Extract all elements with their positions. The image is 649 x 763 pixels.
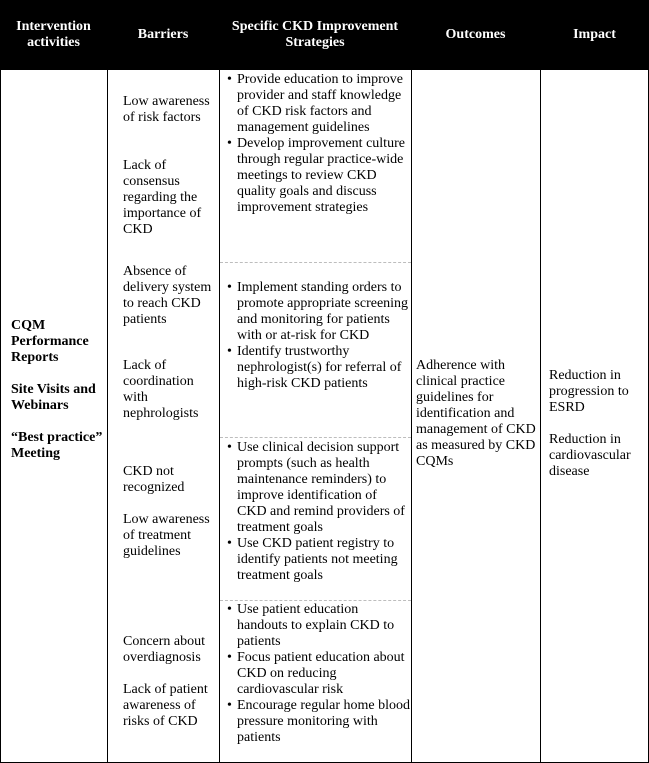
barrier-item: Lack of consensus regarding the importance of CKD (123, 158, 202, 237)
impact-cardiovascular: Reduction in cardiovascular disease (549, 432, 631, 479)
outcome-text: Adherence with clinical practice guidelines for identification and management of CKD as measured by CKD CQMs (416, 358, 536, 469)
intervention-best-practice-meeting: “Best practice” Meeting (11, 430, 103, 461)
barrier-item: Concern about overdiagnosis (123, 634, 206, 665)
strategy-item: • Identify trustworthy nephrologist(s) for referral of high-risk CKD patients (227, 344, 410, 392)
strategy-group-standing-orders (227, 280, 410, 392)
header-outcomes: Outcomes (445, 27, 506, 42)
column-divider-2 (219, 70, 220, 763)
strategy-group-education-culture (227, 72, 410, 216)
column-divider-1 (107, 70, 108, 763)
strategy-separator-1 (220, 262, 411, 263)
strategy-item: • Use patient education handouts to explain CKD to patients (227, 602, 410, 650)
barrier-item: Low awareness of risk factors (123, 94, 210, 125)
barrier-item: CKD not recognized (123, 464, 185, 495)
header-impact: Impact (573, 27, 616, 42)
strategy-group-decision-support (227, 440, 410, 584)
strategy-item: • Use CKD patient registry to identify patients not meeting treatment goals (227, 536, 410, 584)
strategy-group-patient-education (227, 602, 410, 746)
strategy-item: • Implement standing orders to promote appropriate screening and monitoring for patients with or at-risk for CKD (227, 280, 410, 344)
header-strategies: Specific CKD Improvement Strategies (231, 19, 399, 50)
column-divider-3 (411, 70, 412, 763)
strategy-item: • Use clinical decision support prompts (such as health maintenance reminders) to improve identification of CKD and remind providers of treatment goals (227, 440, 410, 536)
intervention-site-visits: Site Visits and Webinars (11, 382, 96, 413)
barrier-item: Low awareness of treatment guidelines (123, 512, 210, 559)
header-intervention-activities: Intervention activities (16, 19, 91, 50)
barrier-item: Absence of delivery system to reach CKD patients (123, 264, 212, 327)
strategy-item: • Develop improvement culture through regular practice-wide meetings to review CKD quality goals and discuss improvement strategies (227, 136, 410, 216)
header-barriers: Barriers (137, 27, 189, 42)
barrier-item: Lack of patient awareness of risks of CKD (123, 682, 208, 729)
strategy-item: • Encourage regular home blood pressure monitoring with patients (227, 698, 410, 746)
column-divider-4 (540, 70, 541, 763)
barrier-item: Lack of coordination with nephrologists (123, 358, 199, 421)
border-left (0, 70, 1, 763)
intervention-cqm-reports: CQM Performance Reports (11, 318, 89, 365)
strategy-separator-3 (220, 600, 411, 601)
strategy-item: • Provide education to improve provider and staff knowledge of CKD risk factors and management guidelines (227, 72, 410, 136)
strategy-item: • Focus patient education about CKD on reducing cardiovascular risk (227, 650, 410, 698)
impact-esrd: Reduction in progression to ESRD (549, 368, 629, 415)
table-header-row (0, 0, 649, 70)
strategy-separator-2 (220, 437, 411, 438)
